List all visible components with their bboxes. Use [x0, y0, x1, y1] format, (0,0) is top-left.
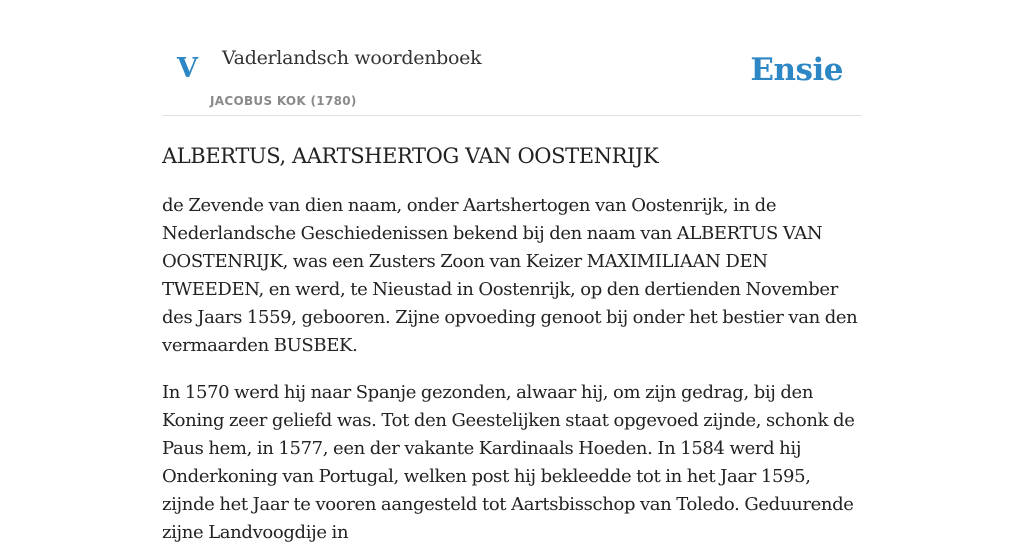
entry-title: ALBERTUS, AARTSHERTOG VAN OOSTENRIJK — [162, 144, 659, 168]
book-author: JACOBUS KOK (1780) — [210, 94, 357, 108]
book-title-link[interactable]: Vaderlandsch woordenboek — [222, 47, 482, 69]
ensie-logo-link[interactable]: Ensie — [750, 52, 843, 88]
book-logo-letter[interactable]: V — [177, 53, 198, 84]
entry-paragraph: In 1570 werd hij naar Spanje gezonden, alwaar hij, om zijn gedrag, bij den Koning zeer geliefd was. Tot den Geestelijken staat opgevoed zijnde, schonk de Paus hem, in 1577, een der vakante Kardinaals Hoeden. In 1584 werd hij Onderkoning van Portugal, welken post hij bekleedde tot in het Jaar 1595, zijnde het Jaar te vooren aangesteld tot Aartsbisschop van Toledo. Geduurende zijne Landvoogdije in — [162, 382, 855, 543]
book-header — [162, 0, 862, 116]
entry-paragraph: de Zevende van dien naam, onder Aartshertogen van Oostenrijk, in de Nederlandsche Geschiedenissen bekend bij den naam van ALBERTUS VAN OOSTENRIJK, was een Zusters Zoon van Keizer MAXIMILIAAN DEN TWEEDEN, en werd, te Nieustad in Oostenrijk, op den dertienden November des Jaars 1559, gebooren. Zijne opvoeding genoot bij onder het bestier van den vermaarden BUSBEK. — [162, 195, 858, 356]
entry-content — [162, 141, 862, 547]
page-container — [162, 0, 862, 547]
